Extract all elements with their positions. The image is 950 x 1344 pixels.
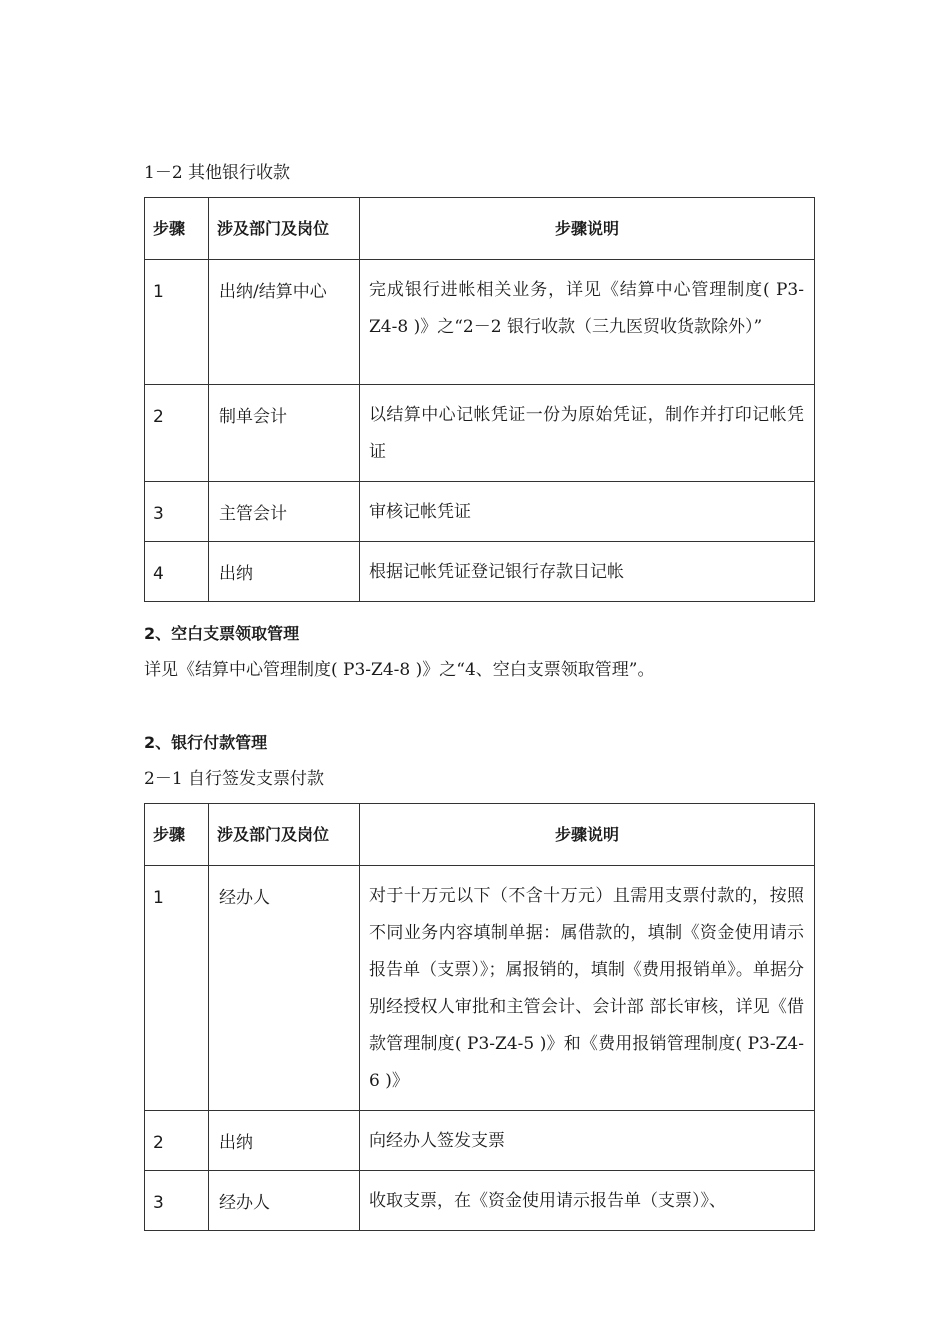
step-number: 4 <box>145 542 209 602</box>
table-row <box>145 385 815 482</box>
step-description: 以结算中心记帐凭证一份为原始凭证，制作并打印记帐凭证 <box>360 385 815 482</box>
header-description: 步骤说明 <box>360 198 815 260</box>
section-subtitle-self-issued-cheque: 2－1 自行签发支票付款 <box>144 769 325 789</box>
department: 经办人 <box>209 1171 360 1231</box>
step-number: 1 <box>145 260 209 385</box>
department: 出纳 <box>209 1111 360 1171</box>
step-description: 向经办人签发支票 <box>360 1111 815 1171</box>
header-step: 步骤 <box>145 198 209 260</box>
step-description: 完成银行进帐相关业务，详见《结算中心管理制度( P3-Z4-8 )》之“2－2 银行收款（三九医贸收货款除外）” <box>360 260 815 385</box>
step-description: 对于十万元以下（不含十万元）且需用支票付款的，按照不同业务内容填制单据：属借款的，填制《资金使用请示报告单（支票）》；属报销的，填制《费用报销单》。单据分别经授权人审批和主管会计、会计部 部长审核，详见《借款管理制度( P3-Z4-5 )》和《费用报销管理制度( P3-Z4-6 )》 <box>360 866 815 1111</box>
step-description: 审核记帐凭证 <box>360 482 815 542</box>
table-row <box>145 866 815 1111</box>
table-row <box>145 542 815 602</box>
step-description: 根据记帐凭证登记银行存款日记帐 <box>360 542 815 602</box>
step-number: 1 <box>145 866 209 1111</box>
step-number: 3 <box>145 1171 209 1231</box>
table-row <box>145 482 815 542</box>
department: 主管会计 <box>209 482 360 542</box>
table-self-issued-cheque <box>144 803 815 1231</box>
step-number: 2 <box>145 385 209 482</box>
department: 经办人 <box>209 866 360 1111</box>
section-title-blank-cheque: 2、空白支票领取管理 <box>144 624 300 643</box>
department: 出纳/结算中心 <box>209 260 360 385</box>
department: 出纳 <box>209 542 360 602</box>
section-title-bank-payment: 2、银行付款管理 <box>144 733 268 752</box>
department: 制单会计 <box>209 385 360 482</box>
blank-cheque-text: 详见《结算中心管理制度( P3-Z4-8 )》之“4、空白支票领取管理”。 <box>144 660 655 680</box>
header-department: 涉及部门及岗位 <box>209 198 360 260</box>
table-header-row <box>145 804 815 866</box>
header-department: 涉及部门及岗位 <box>209 804 360 866</box>
section-title-1-2: 1－2 其他银行收款 <box>144 163 291 183</box>
step-number: 2 <box>145 1111 209 1171</box>
table-row <box>145 1171 815 1231</box>
table-other-bank-receipts <box>144 197 815 602</box>
header-description: 步骤说明 <box>360 804 815 866</box>
step-description: 收取支票，在《资金使用请示报告单（支票）》、 <box>360 1171 815 1231</box>
table-header-row <box>145 198 815 260</box>
table-row <box>145 1111 815 1171</box>
table-row <box>145 260 815 385</box>
header-step: 步骤 <box>145 804 209 866</box>
step-number: 3 <box>145 482 209 542</box>
